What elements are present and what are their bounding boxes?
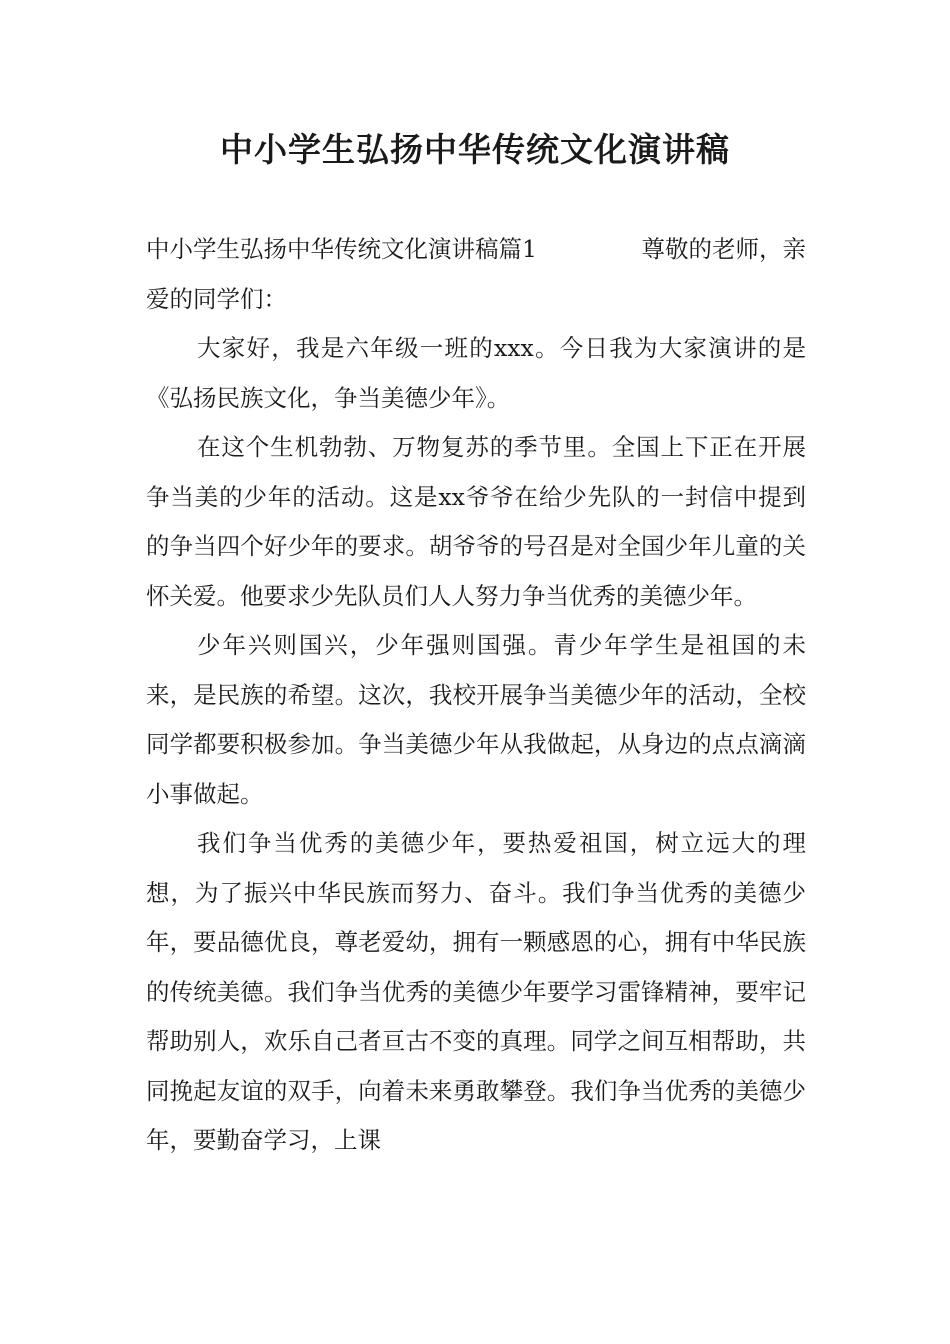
paragraph-season: 在这个生机勃勃、万物复苏的季节里。全国上下正在开展争当美的少年的活动。这是xx爷爷在给少先队的一封信中提到的争当四个好少年的要求。胡爷爷的号召是对全国少年儿童的关怀关爱。他要求少先队员们人人努力争当优秀的美德少年。 [146, 433, 806, 610]
heading-first-line [146, 225, 806, 275]
heading-paragraph [146, 225, 806, 324]
paragraph-greeting: 大家好，我是六年级一班的xxx。今日我为大家演讲的是《弘扬民族文化，争当美德少年》。 [146, 334, 806, 412]
document-body [146, 225, 806, 1166]
salutation-end: 爱的同学们： [146, 284, 287, 313]
salutation-start: 尊敬的老师，亲 [641, 235, 806, 263]
paragraph-virtues: 我们争当优秀的美德少年，要热爱祖国，树立远大的理想，为了振兴中华民族而努力、奋斗。我们争当优秀的美德少年，要品德优良，尊老爱幼，拥有一颗感恩的心，拥有中华民族的传统美德。我们争当优秀的美德少年要学习雷锋精神，要牢记帮助别人，欢乐自己者亘古不变的真理。同学之间互相帮助，共同挽起友谊的双手，向着未来勇敢攀登。我们争当优秀的美德少年，要勤奋学习，上课 [146, 829, 806, 1154]
paragraph-youth: 少年兴则国兴，少年强则国强。青少年学生是祖国的未来，是民族的希望。这次，我校开展争当美德少年的活动，全校同学都要积极参加。争当美德少年从我做起，从身边的点点滴滴小事做起。 [146, 631, 806, 808]
document-title: 中小学生弘扬中华传统文化演讲稿 [220, 130, 730, 169]
section-heading: 中小学生弘扬中华传统文化演讲稿篇1 [146, 235, 537, 263]
